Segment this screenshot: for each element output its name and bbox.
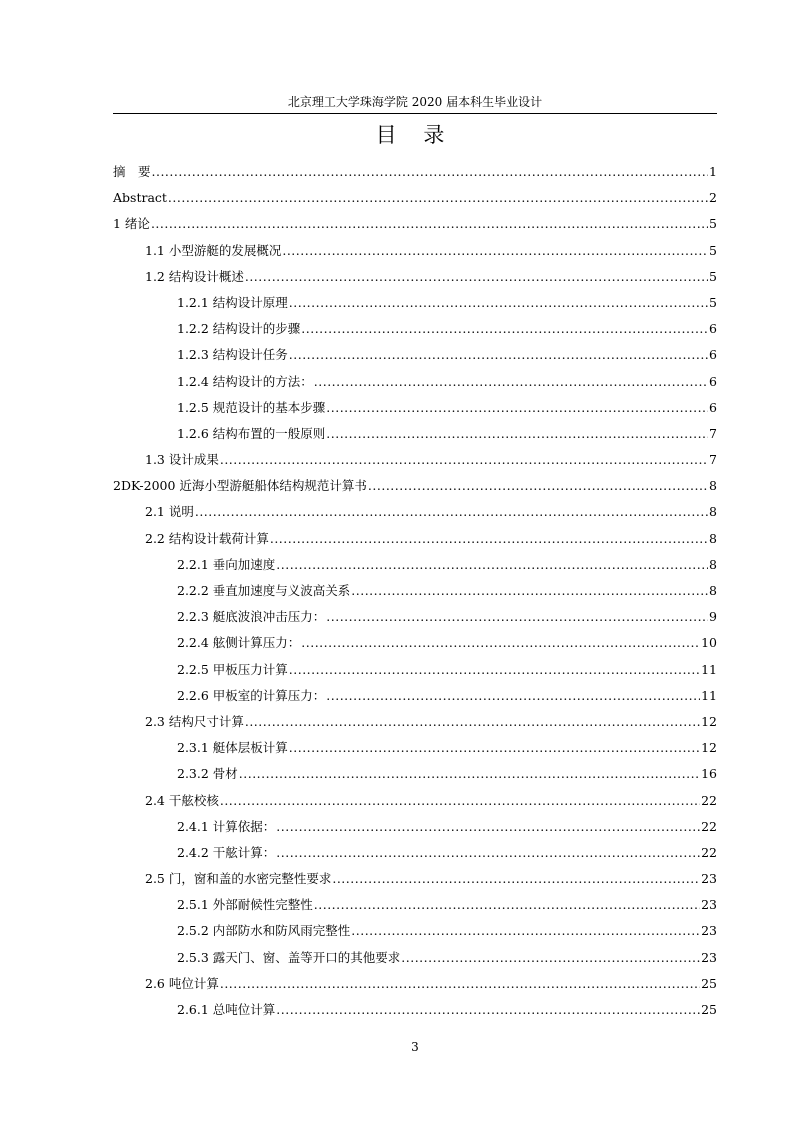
page-title: 目 录 [375,123,455,147]
toc-leader-dots [276,997,700,1023]
toc-entry-page: 8 [709,556,717,572]
toc-leader-dots [220,447,708,473]
toc-entry-label: 1.2.2 结构设计的步骤 [177,321,301,337]
toc-entry-page: 7 [709,452,717,468]
toc-leader-dots [326,683,700,709]
toc-entry-page: 5 [709,294,717,310]
toc-entry-page: 11 [701,687,717,703]
toc-entry[interactable] [113,892,717,918]
toc-leader-dots [289,342,708,368]
toc-entry-label: 1.2.5 规范设计的基本步骤 [177,399,326,415]
toc-entry-label: 2.5.1 外部耐候性完整性 [177,897,313,913]
header-rule [113,113,717,114]
toc-entry[interactable] [113,369,717,395]
toc-entry[interactable] [113,657,717,683]
toc-entry-label: 1 绪论 [113,216,150,232]
toc-entry[interactable] [113,211,717,237]
toc-entry-page: 22 [701,818,717,834]
toc-leader-dots [152,159,709,185]
toc-leader-dots [314,369,708,395]
toc-entry-page: 22 [701,792,717,808]
toc-entry[interactable] [113,499,717,525]
page-number: 3 [411,1040,419,1054]
toc-entry-label: 2.2.4 舷侧计算压力： [177,635,301,651]
toc-entry-label: 2.6.1 总吨位计算 [177,1002,276,1017]
toc-entry-label: 2.3 结构尺寸计算 [145,713,244,729]
toc-entry[interactable] [113,945,717,971]
toc-entry-page: 5 [709,242,717,258]
toc-entry-page: 7 [709,425,717,441]
toc-entry-label: 1.2.4 结构设计的方法： [177,373,313,389]
toc-entry-page: 6 [709,399,717,415]
toc-leader-dots [239,761,700,787]
toc-leader-dots [151,211,708,237]
toc-entry[interactable] [113,395,717,421]
toc-entry[interactable] [113,709,717,735]
toc-leader-dots [326,604,708,630]
toc-leader-dots [326,421,708,447]
toc-entry-label: 2.3.2 骨材 [177,766,238,782]
toc-entry-label: 2.4 干舷校核 [145,792,219,808]
toc-leader-dots [168,185,708,211]
toc-entry-page: 10 [701,635,717,651]
toc-entry[interactable] [113,552,717,578]
toc-entry-label: 1.2 结构设计概述 [145,268,244,284]
toc-leader-dots [195,499,708,525]
toc-entry-page: 16 [701,766,717,782]
toc-leader-dots [314,892,700,918]
toc-entry-label: 1.1 小型游艇的发展概况 [145,242,282,258]
toc-entry-page: 23 [701,923,717,939]
page-header: 北京理工大学珠海学院 2020 届本科生毕业设计 [287,95,543,109]
toc-entry-label: 2.6 吨位计算 [145,975,219,991]
toc-leader-dots [289,657,700,683]
toc-leader-dots [245,709,700,735]
toc-entry-page: 5 [709,216,717,232]
toc-entry-page: 6 [709,347,717,363]
toc-entry[interactable] [113,683,717,709]
toc-entry[interactable] [113,997,717,1023]
toc-entry[interactable] [113,788,717,814]
toc-entry-page: 25 [701,1002,717,1017]
toc-leader-dots [289,290,708,316]
toc-entry-label: 1.2.3 结构设计任务 [177,347,288,363]
toc-entry[interactable] [113,814,717,840]
toc-entry-page: 9 [709,609,717,625]
toc-entry-page: 1 [709,164,717,179]
toc-entry-label: 2.2.6 甲板室的计算压力： [177,687,326,703]
toc-entry[interactable] [113,761,717,787]
toc-entry-page: 23 [701,949,717,965]
toc-entry-label: 2.3.1 艇体层板计算 [177,740,288,756]
toc-leader-dots [326,395,708,421]
toc-leader-dots [276,840,700,866]
toc-entry-page: 2 [709,190,717,206]
toc-entry[interactable] [113,421,717,447]
toc-leader-dots [282,238,708,264]
toc-entry-label: 2.2.5 甲板压力计算 [177,661,288,677]
toc-entry[interactable] [113,159,717,185]
toc-entry-page: 25 [701,975,717,991]
toc-leader-dots [351,918,700,944]
toc-entry-label: 摘 要 [113,164,151,179]
toc-entry-page: 11 [701,661,717,677]
toc-entry-page: 6 [709,321,717,337]
toc-entry-label: 1.3 设计成果 [145,452,219,468]
toc-entry[interactable] [113,526,717,552]
toc-entry-page: 12 [701,740,717,756]
toc-entry-label: 1.2.1 结构设计原理 [177,294,288,310]
toc-entry-page: 8 [709,530,717,546]
toc-entry-page: 22 [701,844,717,860]
toc-entry-label: 2.5.3 露天门、窗、盖等开口的其他要求 [177,949,401,965]
toc-leader-dots [276,552,708,578]
toc-entry-label: 2.2.3 艇底波浪冲击压力： [177,609,326,625]
toc-leader-dots [301,316,708,342]
toc-entry-label: 2.4.1 计算依据： [177,818,276,834]
toc-entry-label: Abstract [113,190,167,206]
toc-entry[interactable] [113,290,717,316]
toc-entry-page: 12 [701,713,717,729]
toc-entry-label: 2.1 说明 [145,504,194,520]
toc-leader-dots [276,814,700,840]
toc-leader-dots [368,473,708,499]
toc-entry[interactable] [113,473,717,499]
toc-entry[interactable] [113,630,717,656]
toc-leader-dots [220,971,700,997]
toc-entry-label: 1.2.6 结构布置的一般原则 [177,425,326,441]
toc-leader-dots [289,735,700,761]
toc-entry-page: 23 [701,871,717,887]
toc-entry[interactable] [113,840,717,866]
toc-entry-page: 8 [709,504,717,520]
toc-leader-dots [270,526,708,552]
toc-leader-dots [401,945,700,971]
toc-entry[interactable] [113,735,717,761]
toc-entry-label: 2.5.2 内部防水和防风雨完整性 [177,923,351,939]
toc-entry-label: 2.2 结构设计载荷计算 [145,530,269,546]
toc-entry[interactable] [113,866,717,892]
toc-entry-label: 2.5 门，窗和盖的水密完整性要求 [145,871,332,887]
toc-leader-dots [332,866,700,892]
toc-entry-label: 2.2.1 垂向加速度 [177,556,276,572]
toc-entry[interactable] [113,185,717,211]
toc-entry[interactable] [113,971,717,997]
toc-entry[interactable] [113,264,717,290]
toc-entry-page: 8 [709,583,717,598]
toc-entry-page: 5 [709,268,717,284]
toc-entry[interactable] [113,447,717,473]
toc-entry-label: 2DK-2000 近海小型游艇船体结构规范计算书 [113,478,367,494]
toc-entry[interactable] [113,604,717,630]
toc-entry[interactable] [113,238,717,264]
toc-entry-page: 6 [709,373,717,389]
toc-leader-dots [220,788,700,814]
table-of-contents [113,159,717,1023]
toc-entry-label: 2.4.2 干舷计算： [177,844,276,860]
toc-entry-label: 2.2.2 垂直加速度与义波高关系 [177,583,351,598]
toc-leader-dots [301,630,700,656]
toc-leader-dots [245,264,708,290]
toc-entry[interactable] [113,316,717,342]
toc-entry[interactable] [113,342,717,368]
toc-entry[interactable] [113,578,717,604]
toc-entry[interactable] [113,918,717,944]
toc-leader-dots [351,578,708,604]
toc-entry-page: 23 [701,897,717,913]
toc-entry-page: 8 [709,478,717,494]
